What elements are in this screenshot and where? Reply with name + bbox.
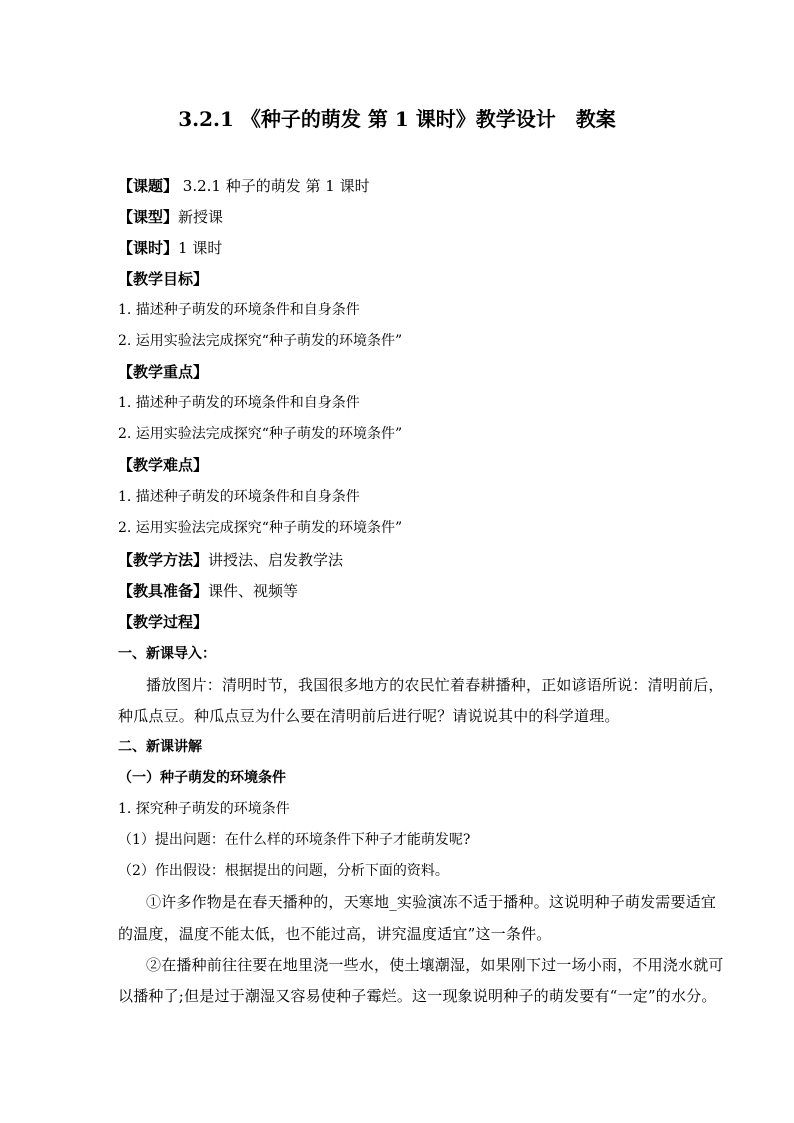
material1-line1: ①许多作物是在春天播种的，天寒地_实验演冻不适于播种。这说明种子萌发需要适宜 bbox=[146, 893, 717, 911]
hours-value: 1 课时 bbox=[178, 239, 223, 257]
difficulties-heading: 【教学难点】 bbox=[118, 456, 209, 474]
type-value: 新授课 bbox=[178, 208, 224, 226]
topic-value: 3.2.1 种子的萌发 第 1 课时 bbox=[182, 177, 370, 195]
step1: （1）提出问题：在什么样的环境条件下种子才能萌发呢? bbox=[118, 832, 471, 848]
key-points-item: 1. 描述种子萌发的环境条件和自身条件 bbox=[118, 395, 360, 411]
key-points-heading: 【教学重点】 bbox=[118, 363, 209, 381]
type-row bbox=[118, 207, 223, 227]
step2: （2）作出假设：根据提出的问题，分析下面的资料。 bbox=[118, 863, 449, 879]
process-heading: 【教学过程】 bbox=[118, 613, 209, 631]
item1: 1. 探究种子萌发的环境条件 bbox=[118, 801, 290, 817]
page-title: 3.2.1 《种子的萌发 第 1 课时》教学设计 教案 bbox=[178, 107, 616, 131]
hours-label: 【课时】 bbox=[118, 239, 179, 257]
key-points-item: 2. 运用实验法完成探究“种子萌发的环境条件” bbox=[118, 426, 403, 442]
type-label: 【课型】 bbox=[118, 208, 179, 226]
method-value: 讲授法、启发教学法 bbox=[208, 551, 344, 569]
material2-line1: ②在播种前往往要在地里浇一些水，使土壤潮湿，如果刚下过一场小雨，不用浇水就可 bbox=[146, 956, 724, 974]
goals-item: 1. 描述种子萌发的环境条件和自身条件 bbox=[118, 302, 360, 318]
section1-heading: 一、新课导入： bbox=[118, 646, 216, 662]
tools-row bbox=[118, 581, 298, 601]
subsection1-heading: （一）种子萌发的环境条件 bbox=[118, 770, 286, 786]
tools-label: 【教具准备】 bbox=[118, 582, 209, 600]
difficulties-item: 2. 运用实验法完成探究“种子萌发的环境条件” bbox=[118, 520, 403, 536]
topic-row bbox=[118, 176, 370, 196]
material2-line2: 以播种了;但是过于潮湿又容易使种子霉烂。这一现象说明种子的萌发要有“一定”的水分。 bbox=[118, 987, 717, 1005]
method-label: 【教学方法】 bbox=[118, 551, 209, 569]
material1-line2: 的温度，温度不能太低，也不能过高，讲究温度适宜”这一条件。 bbox=[118, 925, 552, 943]
hours-row bbox=[118, 238, 222, 258]
goals-item: 2. 运用实验法完成探究“种子萌发的环境条件” bbox=[118, 333, 403, 349]
method-row bbox=[118, 550, 343, 570]
section1-paragraph-line1: 播放图片：清明时节，我国很多地方的农民忙着春耕播种，正如谚语所说：清明前后， bbox=[146, 676, 724, 694]
goals-heading: 【教学目标】 bbox=[118, 270, 209, 288]
topic-label: 【课题】 bbox=[118, 177, 179, 195]
difficulties-item: 1. 描述种子萌发的环境条件和自身条件 bbox=[118, 489, 360, 505]
section1-paragraph-line2: 种瓜点豆。种瓜点豆为什么要在清明前后进行呢？请说说其中的科学道理。 bbox=[118, 707, 620, 725]
tools-value: 课件、视频等 bbox=[208, 582, 299, 600]
section2-heading: 二、新课讲解 bbox=[118, 739, 202, 755]
